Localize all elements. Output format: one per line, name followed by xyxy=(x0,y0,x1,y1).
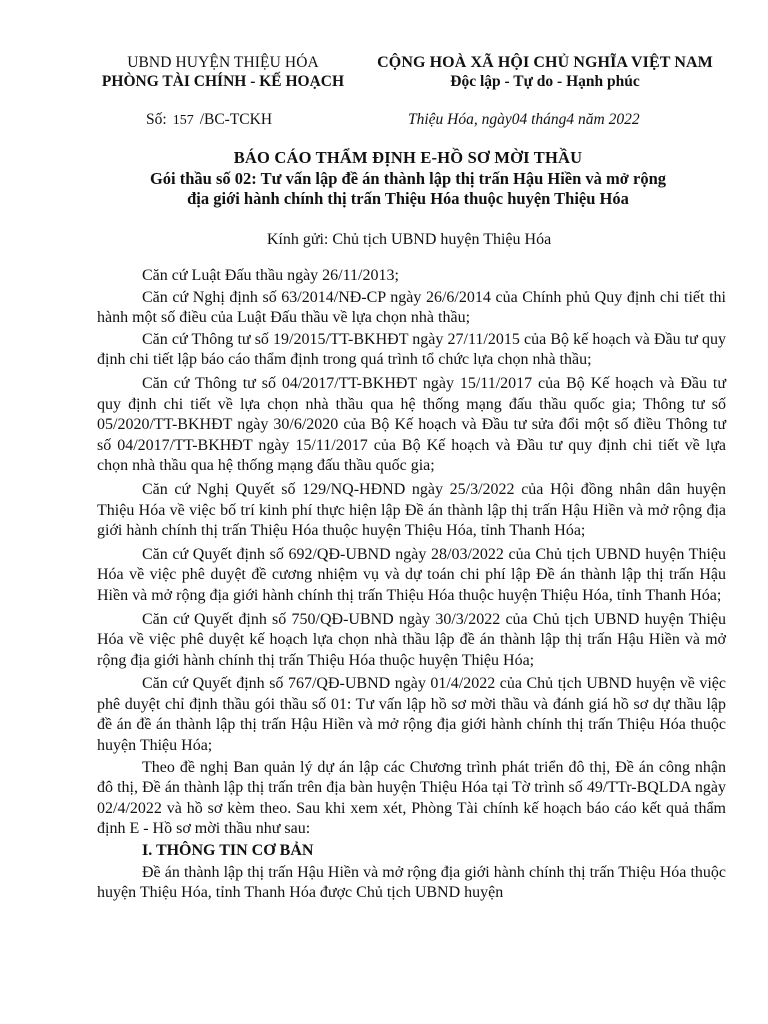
doc-number-suffix: /BC-TCKH xyxy=(199,111,273,128)
paragraph: Căn cứ Nghị định số 63/2014/NĐ-CP ngày 26/6/2014 của Chính phủ Quy định chi tiết thi hành một số điều của Luật Đấu thầu về lựa chọn nhà thầu; xyxy=(97,288,726,327)
paragraph: Căn cứ Thông tư số 19/2015/TT-BKHĐT ngày 27/11/2015 của Bộ kế hoạch và Đầu tư quy định chi tiết lập báo cáo thẩm định trong quá trình tổ chức lựa chọn nhà thầu; xyxy=(97,330,726,369)
paragraph: Căn cứ Quyết định số 750/QĐ-UBND ngày 30/3/2022 của Chủ tịch UBND huyện Thiệu Hóa về việc phê duyệt kế hoạch lựa chọn nhà thầu lập đề án thành lập thị trấn Hậu Hiền và mở rộng địa giới hành chính thị trấn Thiệu Hóa thuộc huyện Thiệu Hóa; xyxy=(97,610,726,669)
doc-number-prefix: Số: xyxy=(146,111,167,128)
paragraph: Căn cứ Nghị Quyết số 129/NQ-HĐND ngày 25/3/2022 của Hội đồng nhân dân huyện Thiệu Hóa về việc bố trí kinh phí thực hiện lập Đề án thành lập thị trấn Hậu Hiền và mở rộng địa giới hành chính thị trấn Thiệu Hóa thuộc huyện Thiệu Hóa, tỉnh Thanh Hóa; xyxy=(97,480,726,540)
document-date: Thiệu Hóa, ngày04 tháng4 năm 2022 xyxy=(408,111,640,128)
country-name: CỘNG HOÀ XÃ HỘI CHỦ NGHĨA VIỆT NAM xyxy=(377,54,713,71)
national-motto xyxy=(362,53,728,91)
org-parent: UBND HUYỆN THIỆU HÓA xyxy=(127,54,319,71)
title-line-1: BÁO CÁO THẨM ĐỊNH E-HỒ SƠ MỜI THẦU xyxy=(233,148,583,167)
paragraph: Theo đề nghị Ban quản lý dự án lập các Chương trình phát triển đô thị, Đề án công nhận đô thị, Đề án thành lập thị trấn trên địa bàn huyện Thiệu Hóa tại Tờ trình số 49/TTr-BQLDA ngày 02/4/2022 và hồ sơ kèm theo. Sau khi xem xét, Phòng Tài chính kế hoạch báo cáo kết quả thẩm định E - Hồ sơ mời thầu như sau: xyxy=(97,758,726,838)
paragraph: Căn cứ Quyết định số 767/QĐ-UBND ngày 01/4/2022 của Chủ tịch UBND huyện về việc phê duyệt chỉ định thầu gói thầu số 01: Tư vấn lập hồ sơ mời thầu và đánh giá hồ sơ dự thầu lập đề án đề án thành lập thị trấn Hậu Hiền và mở rộng địa giới hành chính thị trấn Thiệu Hóa thuộc huyện Thiệu Hóa; xyxy=(97,675,726,755)
doc-number-value: 157 xyxy=(172,113,194,128)
report-title xyxy=(90,148,726,210)
paragraph: Căn cứ Luật Đấu thầu ngày 26/11/2013; xyxy=(142,267,399,284)
title-line-3: địa giới hành chính thị trấn Thiệu Hóa thuộc huyện Thiệu Hóa xyxy=(187,189,629,208)
recipient: Kính gửi: Chủ tịch UBND huyện Thiệu Hóa xyxy=(266,231,552,248)
paragraph: Đề án thành lập thị trấn Hậu Hiền và mở rộng địa giới hành chính thị trấn Thiệu Hóa thuộc huyện Thiệu Hóa, tỉnh Thanh Hóa được Chủ tịch UBND huyện xyxy=(97,863,726,902)
paragraph: Căn cứ Thông tư số 04/2017/TT-BKHĐT ngày 15/11/2017 của Bộ Kế hoạch và Đầu tư quy định chi tiết về lựa chọn nhà thầu qua hệ thống mạng đấu thầu quốc gia; Thông tư số 05/2020/TT-BKHĐT ngày 30/6/2020 của Bộ Kế hoạch và Đầu tư sửa đổi một số điều Thông tư số 04/2017/TT-BKHĐT ngày 15/11/2017 của Bộ Kế hoạch và Đầu tư quy định chi tiết về lựa chọn nhà thầu qua hệ thống mạng đấu thầu quốc gia; xyxy=(97,374,726,475)
title-line-2: Gói thầu số 02: Tư vấn lập đề án thành lập thị trấn Hậu Hiền và mở rộng xyxy=(149,168,667,188)
issuing-organization xyxy=(78,53,368,91)
paragraph: Căn cứ Quyết định số 692/QĐ-UBND ngày 28/03/2022 của Chủ tịch UBND huyện Thiệu Hóa về việc phê duyệt đề cương nhiệm vụ và dự toán chi phí lập Đề án thành lập thị trấn Hậu Hiền và mở rộng địa giới hành chính thị trấn Thiệu Hóa thuộc huyện Thiệu Hóa, tỉnh Thanh Hóa; xyxy=(97,545,726,604)
section-heading: I. THÔNG TIN CƠ BẢN xyxy=(142,842,314,860)
document-body xyxy=(97,266,726,905)
org-department: PHÒNG TÀI CHÍNH - KẾ HOẠCH xyxy=(101,73,345,90)
motto: Độc lập - Tự do - Hạnh phúc xyxy=(450,73,640,90)
document-number xyxy=(146,111,272,129)
